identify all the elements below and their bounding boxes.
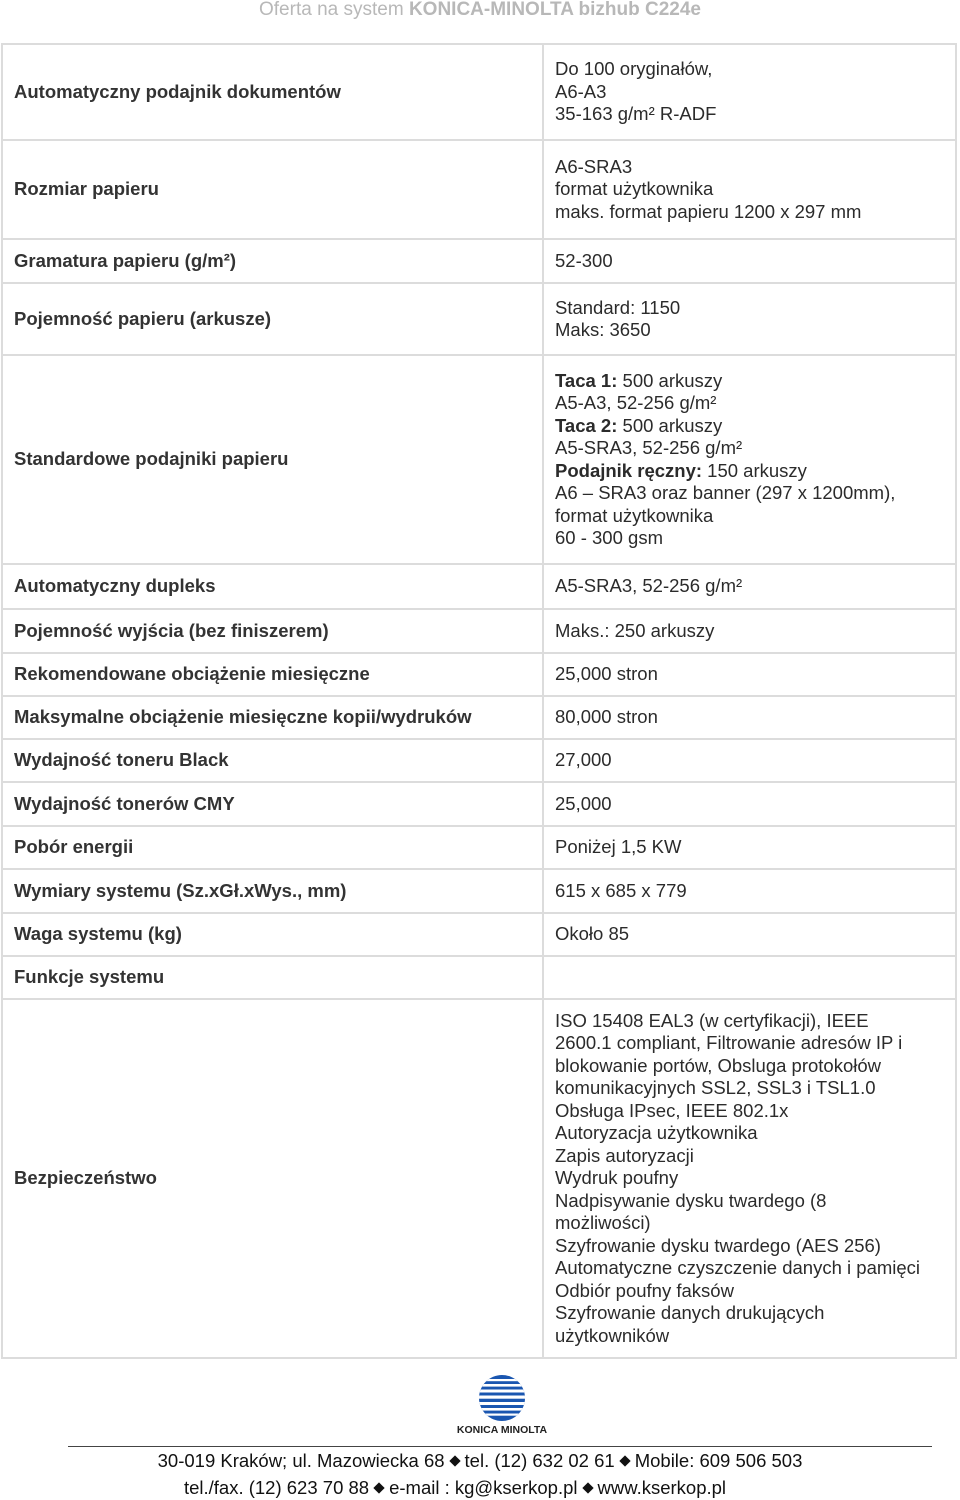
row-value: Około 85 [543,913,956,956]
row-label: Maksymalne obciążenie miesięczne kopii/wydruków [2,696,543,739]
row-value: Standard: 1150 Maks: 3650 [543,283,956,355]
row-label: Pojemność papieru (arkusze) [2,283,543,355]
row-label: Rozmiar papieru [2,140,543,239]
tray-entry [555,370,944,393]
diamond-bullet-icon [449,1455,460,1466]
table-row [2,956,956,999]
table-row [2,869,956,913]
diamond-bullet-icon [619,1455,630,1466]
row-value [543,355,956,564]
row-value: A5-SRA3, 52-256 g/m² [543,564,956,609]
table-row [2,564,956,609]
row-label: Funkcje systemu [2,956,543,999]
tray-spec: A6 – SRA3 oraz banner (297 x 1200mm), format użytkownika 60 - 300 gsm [555,482,896,548]
header-model: KONICA-MINOLTA bizhub C224e [408,0,701,20]
diamond-bullet-icon [373,1482,384,1493]
tray-capacity: 150 arkuszy [702,459,807,481]
table-row [2,913,956,956]
row-value: Poniżej 1,5 KW [543,826,956,869]
table-row [2,44,956,140]
row-label: Wydajność toneru Black [2,739,543,782]
row-label: Wymiary systemu (Sz.xGł.xWys., mm) [2,869,543,913]
row-label: Bezpieczeństwo [2,999,543,1358]
table-row [2,696,956,739]
page-header [0,0,960,22]
row-value: 615 x 685 x 779 [543,869,956,913]
footer-email[interactable]: e-mail : kg@kserkop.pl [389,1477,578,1498]
konica-minolta-logo [450,1374,554,1436]
table-row [2,283,956,355]
row-value: Do 100 oryginałów, A6-A3 35-163 g/m² R-ADF [543,44,956,140]
tray-entry [555,460,944,483]
table-row [2,140,956,239]
row-label: Rekomendowane obciążenie miesięczne [2,653,543,696]
row-value [543,956,956,999]
tray-spec: A5-A3, 52-256 g/m² [555,392,717,413]
table-row [2,355,956,564]
row-value: ISO 15408 EAL3 (w certyfikacji), IEEE 2600.1 compliant, Filtrowanie adresów IP i blokowanie portów, Obsluga protokołów komunikacyjnych SSL2, SSL3 i TSL1.0 Obsługa IPsec, IEEE 802.1x Autoryzacja użytkownika Zapis autoryzacji Wydruk poufny Nadpisywanie dysku twardego (8 możliwości) Szyfrowanie dysku twardego (AES 256) Automatyczne czyszczenie danych i pamięci Odbiór poufny faksów Szyfrowanie danych drukujących użytkowników [543,999,956,1358]
table-row [2,609,956,653]
row-value: 27,000 [543,739,956,782]
row-value: Maks.: 250 arkuszy [543,609,956,653]
table-row [2,653,956,696]
header-prefix: Oferta na system [259,0,404,20]
table-row [2,782,956,826]
row-label: Pobór energii [2,826,543,869]
row-label: Automatyczny dupleks [2,564,543,609]
row-value: A6-SRA3 format użytkownika maks. format papieru 1200 x 297 mm [543,140,956,239]
table-row [2,826,956,869]
row-value: 52-300 [543,239,956,283]
row-value: 25,000 stron [543,653,956,696]
table-row [2,999,956,1358]
footer-phone: tel. (12) 632 02 61 [464,1450,615,1471]
row-label: Pojemność wyjścia (bez finiszerem) [2,609,543,653]
footer-website[interactable]: www.kserkop.pl [597,1477,727,1498]
diamond-bullet-icon [582,1482,593,1493]
tray-name: Podajnik ręczny: [555,459,703,481]
row-label: Wydajność tonerów CMY [2,782,543,826]
footer-line-2 [0,1477,935,1499]
row-value: 80,000 stron [543,696,956,739]
footer-fax: tel./fax. (12) 623 70 88 [183,1477,370,1498]
tray-spec: A5-SRA3, 52-256 g/m² [555,437,743,458]
tray-name: Taca 2: [555,414,618,436]
row-label: Waga systemu (kg) [2,913,543,956]
row-value: 25,000 [543,782,956,826]
tray-name: Taca 1: [555,369,618,391]
tray-capacity: 500 arkuszy [617,414,723,436]
row-label: Gramatura papieru (g/m²) [2,239,543,283]
footer-line-1 [0,1450,960,1472]
logo-wordmark: KONICA MINOLTA [456,1424,548,1436]
spec-table [1,43,957,1359]
tray-capacity: 500 arkuszy [617,369,723,391]
tray-entry [555,415,944,438]
footer-address: 30-019 Kraków; ul. Mazowiecka 68 [157,1450,445,1471]
footer-mobile: Mobile: 609 506 503 [634,1450,803,1471]
row-label: Standardowe podajniki papieru [2,355,543,564]
table-row [2,739,956,782]
footer-divider [68,1446,932,1447]
table-row [2,239,956,283]
row-label: Automatyczny podajnik dokumentów [2,44,543,140]
